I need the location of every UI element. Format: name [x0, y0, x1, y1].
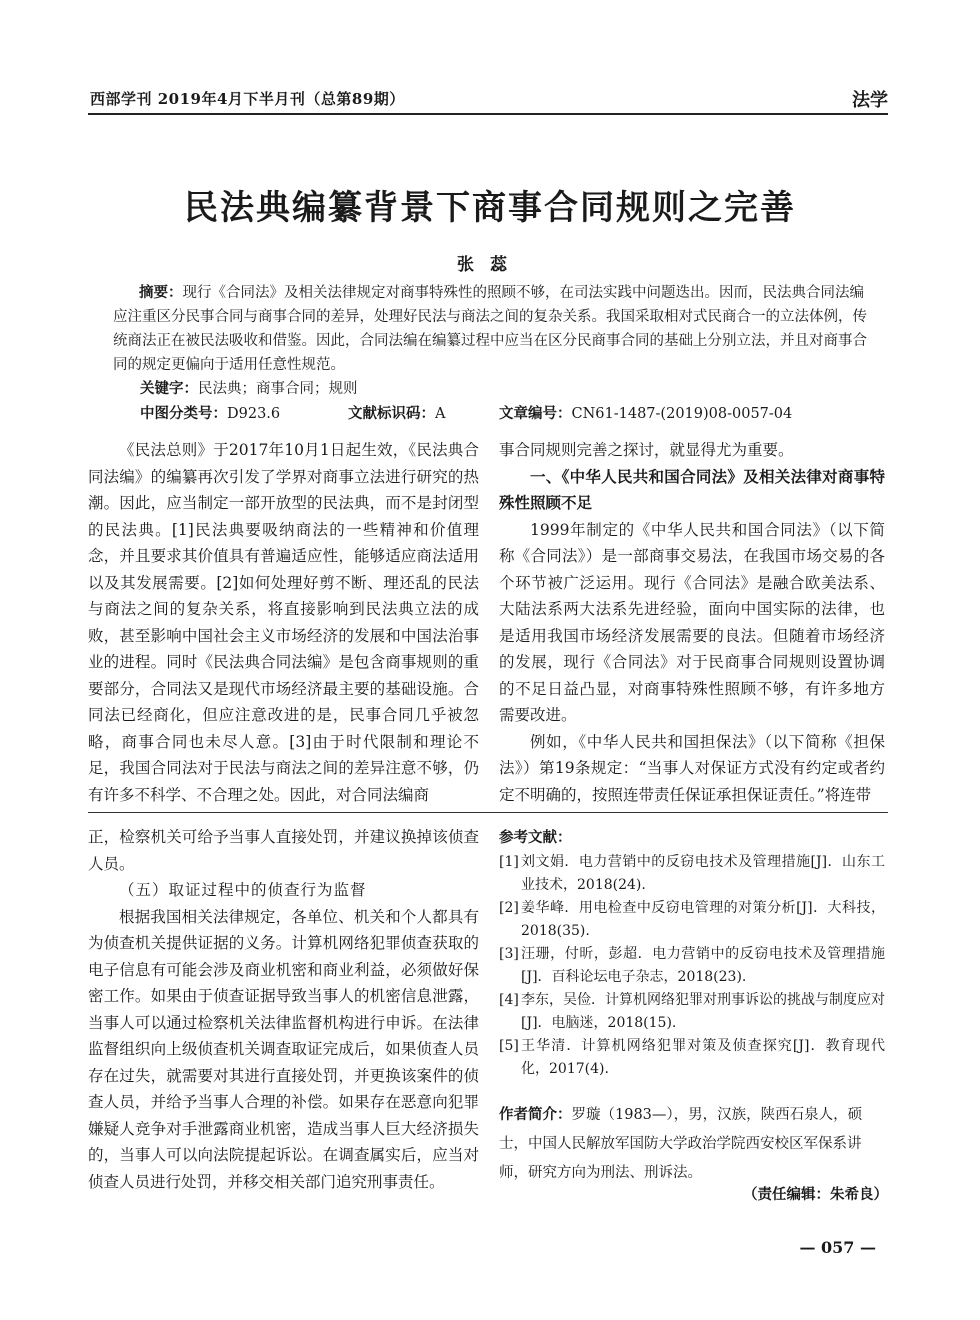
body-column-left — [88, 437, 479, 808]
clc-value: D923.6 — [227, 406, 281, 422]
clc-number — [140, 402, 280, 426]
reference-text: 刘文娟．电力营销中的反窃电技术及管理措施[J]．山东工业技术，2018(24). — [521, 854, 885, 893]
reference-number: [4] — [499, 992, 519, 1008]
artno-label: 文章编号： — [499, 405, 572, 422]
body-continuation: 正，检察机关可给予当事人直接处罚，并建议换掉该侦查人员。 — [88, 828, 479, 873]
reference-item — [499, 851, 885, 897]
article-divider — [88, 812, 888, 813]
keywords-text: 民法典；商事合同；规则 — [198, 381, 358, 397]
header-divider — [88, 113, 888, 115]
author-bio — [499, 1100, 885, 1188]
body-paragraph: 根据我国相关法律规定，各单位、机关和个人都具有为侦查机关提供证据的义务。计算机网络犯罪侦查获取的电子信息有可能会涉及商业机密和商业利益，必须做好保密工作。如果由于侦查证据导致当事人的机密信息泄露，当事人可以通过检察机关法律监督机构进行申诉。在法律监督组织向上级侦查机关调查取证完成后，如果侦查人员存在过失，就需要对其进行直接处罚，并更换该案件的侦查人员，并给予当事人合理的补偿。如果存在恶意向犯罪嫌疑人竞争对手泄露商业机密，造成当事人巨大经济损失的，当事人可以向法院提起诉讼。在调查属实后，应当对侦查人员进行处罚，并移交相关部门追究刑事责任。 — [88, 907, 479, 1191]
previous-article-column — [88, 824, 479, 1195]
reference-item — [499, 943, 885, 989]
article-number — [499, 402, 792, 426]
journal-header: 西部学刊 2019年4月下半月刊（总第89期） — [90, 90, 405, 108]
body-continuation: 事合同规则完善之探讨，就显得尤为重要。 — [499, 441, 794, 459]
reference-text: 李东，吴俭．计算机网络犯罪对刑事诉讼的挑战与制度应对[J]．电脑迷，2018(15). — [521, 992, 885, 1031]
reference-text: 汪珊，付昕，彭超．电力营销中的反窃电技术及管理措施[J]．百科论坛电子杂志，2018(23). — [521, 946, 885, 985]
section-label: 法学 — [852, 90, 888, 111]
abstract-text: 现行《合同法》及相关法律规定对商事特殊性的照顾不够，在司法实践中问题迭出。因而，民法典合同法编应注重区分民事合同与商事合同的差异，处理好民法与商法之间的复杂关系。我国采取相对式民商合一的立法体例，传统商法正在被民法吸收和借鉴。因此，合同法编在编纂过程中应当在区分民商事合同的基础上分别立法，并且对商事合同的规定更偏向于适用任意性规范。 — [113, 285, 867, 373]
keywords-label: 关键字： — [140, 380, 198, 397]
body-paragraph: 《民法总则》于2017年10月1日起生效，《民法典合同法编》的编纂再次引发了学界对商事立法进行研究的热潮。因此，应当制定一部开放型的民法典，而不是封闭型的民法典。[1]民法典要吸纳商法的一些精神和价值理念，并且要求其价值具有普遍适应性，能够适应商法适用以及其发展需要。[2]如何处理好剪不断、理还乱的民法与商法之间的复杂关系，将直接影响到民法典立法的成败，甚至影响中国社会主义市场经济的发展和中国法治事业的进程。同时《民法典合同法编》是包含商事规则的重要部分，合同法又是现代市场经济最主要的基础设施。合同法已经商化，但应注意改进的是，民事合同几乎被忽略，商事合同也未尽人意。[3]由于时代限制和理论不足，我国合同法对于民法与商法之间的差异注意不够，仍有许多不科学、不合理之处。因此，对合同法编商 — [88, 441, 479, 804]
abstract — [113, 281, 878, 377]
references — [499, 826, 885, 1081]
reference-number: [2] — [499, 900, 519, 916]
reference-number: [3] — [499, 946, 519, 962]
section-heading: 一、《中华人民共和国合同法》及相关法律对商事特殊性照顾不足 — [499, 466, 885, 512]
body-paragraph: 1999年制定的《中华人民共和国合同法》（以下简称《合同法》）是一部商事交易法，在我国市场交易的各个环节被广泛运用。现行《合同法》是融合欧美法系、大陆法系两大法系先进经验，面向中国实际的法律，也是适用我国市场经济发展需要的良法。但随着市场经济的发展，现行《合同法》对于民商事合同规则设置协调的不足日益凸显，对商事特殊性照顾不够，有许多地方需要改进。 — [499, 520, 885, 724]
keywords — [140, 377, 905, 401]
page-number: — 057 — — [799, 1238, 876, 1257]
body-column-right — [499, 437, 885, 808]
document-code — [348, 402, 445, 426]
author-bio-label: 作者简介： — [499, 1106, 572, 1123]
reference-number: [5] — [499, 1038, 519, 1054]
reference-number: [1] — [499, 854, 519, 870]
reference-text: 姜华峰．用电检查中反窃电管理的对策分析[J]．大科技，2018(35). — [521, 900, 885, 939]
reference-item — [499, 989, 885, 1035]
doc-value: A — [435, 406, 446, 422]
body-paragraph: 例如，《中华人民共和国担保法》（以下简称《担保法》）第19条规定：“当事人对保证方式没有约定或者约定不明确的，按照连带责任保证承担保证责任。”将连带 — [499, 732, 885, 804]
author-bio-text: 罗璇（1983—），男，汉族，陕西石泉人，硕士，中国人民解放军国防大学政治学院西安校区军保系讲师，研究方向为刑法、刑诉法。 — [499, 1107, 863, 1181]
references-heading: 参考文献： — [499, 829, 572, 846]
responsible-editor: （责任编辑：朱希良） — [743, 1186, 888, 1203]
clc-label: 中图分类号： — [140, 405, 227, 422]
doc-label: 文献标识码： — [348, 405, 435, 422]
reference-item — [499, 1035, 885, 1081]
subsection-heading: （五）取证过程中的侦查行为监督 — [119, 881, 367, 899]
article-author: 张蕊 — [457, 255, 523, 275]
reference-text: 王华清．计算机网络犯罪对策及侦查探究[J]．教育现代化，2017(4). — [521, 1038, 885, 1077]
article-title: 民法典编纂背景下商事合同规则之完善 — [184, 188, 796, 228]
reference-item — [499, 897, 885, 943]
abstract-label: 摘要： — [139, 284, 183, 301]
artno-value: CN61-1487-(2019)08-0057-04 — [571, 406, 793, 422]
